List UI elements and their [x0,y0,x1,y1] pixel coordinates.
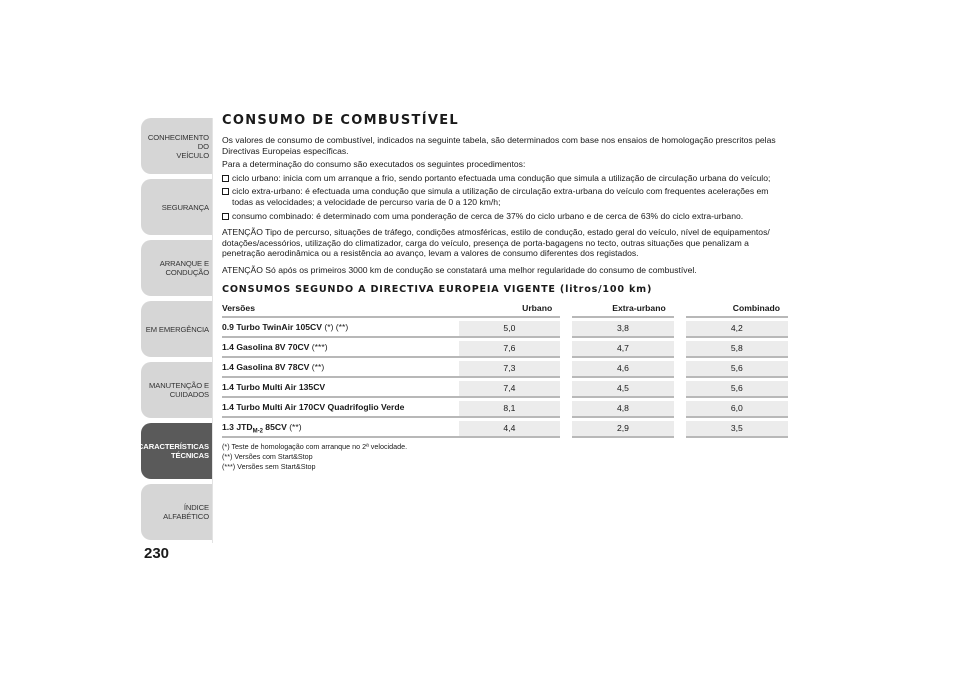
version-cell [222,341,459,358]
list-item [222,211,788,222]
extra-urban-value: 3,8 [572,321,674,338]
version-cell [222,321,459,338]
chapter-tabs [137,118,213,545]
extra-urban-value: 4,5 [572,381,674,398]
page-number: 230 [144,545,170,562]
sidebar-divider [212,118,213,543]
table-header-row [222,301,788,318]
table-row [222,361,788,378]
list-item [222,186,788,207]
combined-value: 5,6 [686,361,788,378]
combined-value: 6,0 [686,401,788,418]
procedures-intro: Para a determinação do consumo são executados os seguintes procedimentos: [222,159,526,170]
page-title: CONSUMO DE COMBUSTÍVEL [222,113,459,128]
tab-manutencao-e-cuidados[interactable]: MANUTENÇÃO E CUIDADOS [141,362,213,418]
footnote: (**) Versões com Start&Stop [222,451,313,461]
intro-paragraph: Os valores de consumo de combustível, indicados na seguinte tabela, são determinados com base nos ensaios de homologação prescritos pelas Directivas Europeias específicas. [222,135,776,156]
tab-seguranca[interactable]: SEGURANÇA [141,179,213,235]
extra-urban-value: 2,9 [572,421,674,438]
tab-caracteristicas-tecnicas[interactable]: CARACTERÍSTICAS TÉCNICAS [141,423,213,479]
version-note-ref: (*) (**) [321,321,349,332]
list-item [222,173,788,184]
table-row [222,321,788,338]
tab-conhecimento-do-veiculo[interactable]: CONHECIMENTO DO VEÍCULO [141,118,213,174]
version-name: 1.4 Gasolina 8V 70CV [222,341,310,352]
extra-urban-value: 4,8 [572,401,674,418]
version-name: 1.3 JTD [222,421,253,432]
urban-value: 8,1 [459,401,561,418]
extra-urban-value: 4,7 [572,341,674,358]
table-row [222,341,788,358]
version-cell [222,421,459,438]
version-name: 1.4 Turbo Multi Air 170CV Quadrifoglio Verde [222,401,405,412]
warning-paragraph-1: ATENÇÃO Tipo de percurso, situações de tráfego, condições atmosféricas, estilo de condução, estado geral do veículo, nível de equipamentos/ dotações/acessórios, utilização do climatizador, carga do veículo, presença de porta-bagagens no tecto, outras situações que penalizam a penetração aerodinâmica ou a resistência ao avanço, levam a valores de consumo diferentes dos registados. [222,227,770,259]
checkbox-bullet-icon [222,175,229,182]
version-cell [222,401,459,418]
combined-value: 3,5 [686,421,788,438]
tab-arranque-e-conducao[interactable]: ARRANQUE E CONDUÇÃO [141,240,213,296]
table-row [222,381,788,398]
checkbox-bullet-icon [222,213,229,220]
urban-value: 5,0 [459,321,561,338]
list-item-text: ciclo extra-urbano: é efectuada uma condução que simula a utilização de circulação extra-urbana do veículo com frequentes acelerações em todas as velocidades; a velocidade de percurso varia de 0 a 120 km/h; [232,186,769,207]
version-name: 1.4 Turbo Multi Air 135CV [222,381,326,392]
warning-paragraph-2: ATENÇÃO Só após os primeiros 3000 km de condução se constatará uma melhor regularidade do consumo de combustível. [222,264,697,275]
version-note-ref: (***) [309,341,328,352]
urban-value: 7,4 [459,381,561,398]
urban-value: 4,4 [459,421,561,438]
version-subscript: M-2 [252,428,263,435]
combined-value: 5,8 [686,341,788,358]
version-cell [222,361,459,378]
tab-indice-alfabetico[interactable]: ÍNDICE ALFABÉTICO [141,484,213,540]
page-content [222,113,788,472]
header-versions: Versões [222,301,459,318]
consumption-table [222,298,788,441]
table-footnotes [222,442,788,472]
urban-value: 7,6 [459,341,561,358]
procedures-list [222,173,788,221]
urban-value: 7,3 [459,361,561,378]
header-extra-urban: Extra-urbano [572,301,674,318]
table-row [222,421,788,438]
version-note-ref: (**) [309,361,325,372]
version-note-ref: (**) [286,421,302,432]
tab-em-emergencia[interactable]: EM EMERGÊNCIA [141,301,213,357]
table-title: CONSUMOS SEGUNDO A DIRECTIVA EUROPEIA VIGENTE (litros/100 km) [222,283,653,295]
version-name-rest: 85CV [262,421,287,432]
footnote: (***) Versões sem Start&Stop [222,461,316,471]
checkbox-bullet-icon [222,188,229,195]
table-row [222,401,788,418]
footnote: (*) Teste de homologação com arranque no 2ª velocidade. [222,441,408,451]
version-name: 1.4 Gasolina 8V 78CV [222,361,310,372]
combined-value: 4,2 [686,321,788,338]
version-cell [222,381,459,398]
extra-urban-value: 4,6 [572,361,674,378]
list-item-text: ciclo urbano: inicia com um arranque a frio, sendo portanto efectuada uma condução que simula a utilização de circulação urbana do veículo; [232,172,771,183]
combined-value: 5,6 [686,381,788,398]
list-item-text: consumo combinado: é determinado com uma ponderação de cerca de 37% do ciclo urbano e de cerca de 63% do ciclo extra-urbano. [232,210,744,221]
header-combined: Combinado [686,301,788,318]
header-urban: Urbano [459,301,561,318]
version-name: 0.9 Turbo TwinAir 105CV [222,321,322,332]
